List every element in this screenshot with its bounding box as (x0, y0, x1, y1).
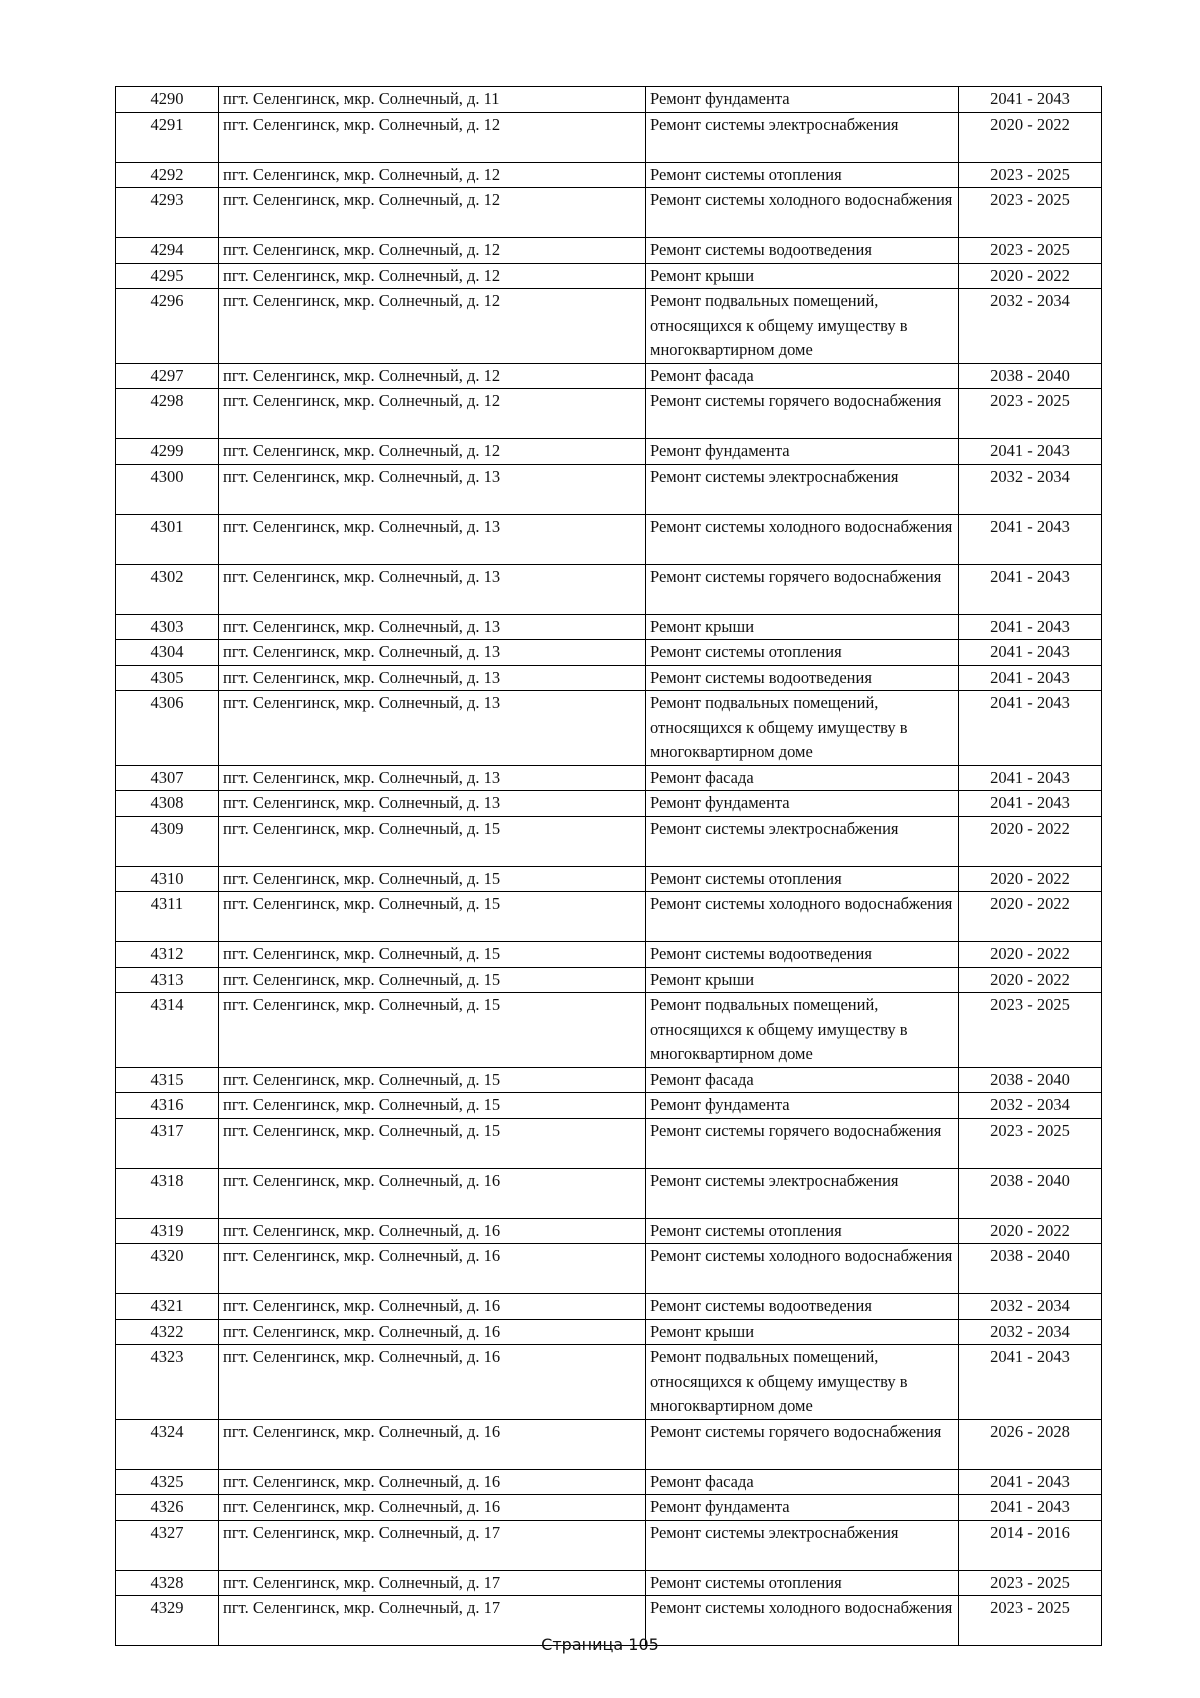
table-row (116, 1495, 1102, 1521)
table-row (116, 691, 1102, 766)
work-type-cell: Ремонт системы горячего водоснабжения (646, 389, 959, 439)
row-number-cell: 4292 (116, 162, 219, 188)
table-row (116, 439, 1102, 465)
period-cell: 2041 - 2043 (959, 439, 1102, 465)
row-number-cell: 4326 (116, 1495, 219, 1521)
row-number-cell: 4304 (116, 640, 219, 666)
work-type-cell: Ремонт системы отопления (646, 640, 959, 666)
row-number-cell: 4310 (116, 866, 219, 892)
address-cell: пгт. Селенгинск, мкр. Солнечный, д. 16 (219, 1294, 646, 1320)
period-cell: 2023 - 2025 (959, 389, 1102, 439)
work-type-cell: Ремонт системы электроснабжения (646, 1168, 959, 1218)
work-type-cell: Ремонт системы горячего водоснабжения (646, 1419, 959, 1469)
work-type-cell: Ремонт подвальных помещений, относящихся к общему имуществу в многоквартирном доме (646, 691, 959, 766)
period-cell: 2020 - 2022 (959, 816, 1102, 866)
table-row (116, 464, 1102, 514)
work-type-cell: Ремонт системы холодного водоснабжения (646, 188, 959, 238)
table-row (116, 1067, 1102, 1093)
repair-schedule-table (115, 86, 1102, 1646)
work-type-cell: Ремонт фундамента (646, 791, 959, 817)
table-row (116, 1419, 1102, 1469)
period-cell: 2023 - 2025 (959, 1596, 1102, 1646)
table-row (116, 87, 1102, 113)
work-type-cell: Ремонт системы электроснабжения (646, 464, 959, 514)
table-row (116, 640, 1102, 666)
work-type-cell: Ремонт подвальных помещений, относящихся к общему имуществу в многоквартирном доме (646, 1345, 959, 1420)
table-body (116, 87, 1102, 1646)
address-cell: пгт. Селенгинск, мкр. Солнечный, д. 13 (219, 665, 646, 691)
row-number-cell: 4299 (116, 439, 219, 465)
row-number-cell: 4317 (116, 1118, 219, 1168)
row-number-cell: 4305 (116, 665, 219, 691)
row-number-cell: 4327 (116, 1520, 219, 1570)
work-type-cell: Ремонт фасада (646, 1067, 959, 1093)
work-type-cell: Ремонт системы водоотведения (646, 665, 959, 691)
row-number-cell: 4290 (116, 87, 219, 113)
period-cell: 2020 - 2022 (959, 1218, 1102, 1244)
row-number-cell: 4295 (116, 263, 219, 289)
address-cell: пгт. Селенгинск, мкр. Солнечный, д. 17 (219, 1570, 646, 1596)
work-type-cell: Ремонт фундамента (646, 1495, 959, 1521)
row-number-cell: 4322 (116, 1319, 219, 1345)
period-cell: 2026 - 2028 (959, 1419, 1102, 1469)
period-cell: 2041 - 2043 (959, 564, 1102, 614)
period-cell: 2032 - 2034 (959, 1294, 1102, 1320)
address-cell: пгт. Селенгинск, мкр. Солнечный, д. 16 (219, 1345, 646, 1420)
address-cell: пгт. Селенгинск, мкр. Солнечный, д. 16 (219, 1319, 646, 1345)
row-number-cell: 4324 (116, 1419, 219, 1469)
period-cell: 2038 - 2040 (959, 1067, 1102, 1093)
work-type-cell: Ремонт фундамента (646, 1093, 959, 1119)
period-cell: 2038 - 2040 (959, 1244, 1102, 1294)
address-cell: пгт. Селенгинск, мкр. Солнечный, д. 15 (219, 866, 646, 892)
period-cell: 2041 - 2043 (959, 691, 1102, 766)
period-cell: 2041 - 2043 (959, 665, 1102, 691)
address-cell: пгт. Селенгинск, мкр. Солнечный, д. 12 (219, 112, 646, 162)
row-number-cell: 4294 (116, 238, 219, 264)
row-number-cell: 4316 (116, 1093, 219, 1119)
row-number-cell: 4303 (116, 614, 219, 640)
table-row (116, 564, 1102, 614)
table-row (116, 389, 1102, 439)
period-cell: 2041 - 2043 (959, 514, 1102, 564)
period-cell: 2032 - 2034 (959, 464, 1102, 514)
period-cell: 2023 - 2025 (959, 188, 1102, 238)
table-row (116, 665, 1102, 691)
table-row (116, 162, 1102, 188)
row-number-cell: 4291 (116, 112, 219, 162)
work-type-cell: Ремонт системы холодного водоснабжения (646, 1244, 959, 1294)
table-row (116, 866, 1102, 892)
period-cell: 2032 - 2034 (959, 1093, 1102, 1119)
page-number: Страница 105 (541, 1635, 659, 1654)
work-type-cell: Ремонт крыши (646, 967, 959, 993)
table-row (116, 289, 1102, 364)
row-number-cell: 4309 (116, 816, 219, 866)
row-number-cell: 4319 (116, 1218, 219, 1244)
period-cell: 2041 - 2043 (959, 640, 1102, 666)
work-type-cell: Ремонт системы отопления (646, 1570, 959, 1596)
address-cell: пгт. Селенгинск, мкр. Солнечный, д. 13 (219, 614, 646, 640)
row-number-cell: 4325 (116, 1469, 219, 1495)
table-row (116, 993, 1102, 1068)
row-number-cell: 4293 (116, 188, 219, 238)
work-type-cell: Ремонт фасада (646, 765, 959, 791)
address-cell: пгт. Селенгинск, мкр. Солнечный, д. 12 (219, 289, 646, 364)
table-row (116, 1319, 1102, 1345)
work-type-cell: Ремонт системы холодного водоснабжения (646, 514, 959, 564)
address-cell: пгт. Селенгинск, мкр. Солнечный, д. 15 (219, 892, 646, 942)
table-row (116, 791, 1102, 817)
address-cell: пгт. Селенгинск, мкр. Солнечный, д. 15 (219, 1093, 646, 1119)
work-type-cell: Ремонт подвальных помещений, относящихся к общему имуществу в многоквартирном доме (646, 289, 959, 364)
table-row (116, 614, 1102, 640)
work-type-cell: Ремонт системы водоотведения (646, 238, 959, 264)
work-type-cell: Ремонт фундамента (646, 87, 959, 113)
work-type-cell: Ремонт системы горячего водоснабжения (646, 564, 959, 614)
period-cell: 2038 - 2040 (959, 1168, 1102, 1218)
period-cell: 2020 - 2022 (959, 112, 1102, 162)
work-type-cell: Ремонт системы отопления (646, 866, 959, 892)
address-cell: пгт. Селенгинск, мкр. Солнечный, д. 15 (219, 993, 646, 1068)
table-row (116, 967, 1102, 993)
table-row (116, 1520, 1102, 1570)
address-cell: пгт. Селенгинск, мкр. Солнечный, д. 16 (219, 1419, 646, 1469)
table-row (116, 112, 1102, 162)
address-cell: пгт. Селенгинск, мкр. Солнечный, д. 12 (219, 439, 646, 465)
work-type-cell: Ремонт системы водоотведения (646, 1294, 959, 1320)
address-cell: пгт. Селенгинск, мкр. Солнечный, д. 13 (219, 514, 646, 564)
period-cell: 2023 - 2025 (959, 1570, 1102, 1596)
address-cell: пгт. Селенгинск, мкр. Солнечный, д. 13 (219, 791, 646, 817)
period-cell: 2041 - 2043 (959, 1469, 1102, 1495)
period-cell: 2041 - 2043 (959, 1495, 1102, 1521)
row-number-cell: 4329 (116, 1596, 219, 1646)
row-number-cell: 4328 (116, 1570, 219, 1596)
address-cell: пгт. Селенгинск, мкр. Солнечный, д. 13 (219, 765, 646, 791)
address-cell: пгт. Селенгинск, мкр. Солнечный, д. 15 (219, 1118, 646, 1168)
period-cell: 2020 - 2022 (959, 942, 1102, 968)
address-cell: пгт. Селенгинск, мкр. Солнечный, д. 12 (219, 162, 646, 188)
work-type-cell: Ремонт системы электроснабжения (646, 1520, 959, 1570)
address-cell: пгт. Селенгинск, мкр. Солнечный, д. 17 (219, 1596, 646, 1646)
table-row (116, 1345, 1102, 1420)
work-type-cell: Ремонт крыши (646, 614, 959, 640)
table-row (116, 1168, 1102, 1218)
address-cell: пгт. Селенгинск, мкр. Солнечный, д. 15 (219, 816, 646, 866)
table-row (116, 1244, 1102, 1294)
work-type-cell: Ремонт крыши (646, 1319, 959, 1345)
row-number-cell: 4315 (116, 1067, 219, 1093)
address-cell: пгт. Селенгинск, мкр. Солнечный, д. 12 (219, 389, 646, 439)
address-cell: пгт. Селенгинск, мкр. Солнечный, д. 16 (219, 1218, 646, 1244)
work-type-cell: Ремонт системы отопления (646, 162, 959, 188)
address-cell: пгт. Селенгинск, мкр. Солнечный, д. 12 (219, 188, 646, 238)
row-number-cell: 4320 (116, 1244, 219, 1294)
address-cell: пгт. Селенгинск, мкр. Солнечный, д. 17 (219, 1520, 646, 1570)
table-row (116, 263, 1102, 289)
row-number-cell: 4297 (116, 363, 219, 389)
row-number-cell: 4296 (116, 289, 219, 364)
work-type-cell: Ремонт системы электроснабжения (646, 816, 959, 866)
period-cell: 2038 - 2040 (959, 363, 1102, 389)
work-type-cell: Ремонт системы отопления (646, 1218, 959, 1244)
table-row (116, 1570, 1102, 1596)
period-cell: 2020 - 2022 (959, 866, 1102, 892)
address-cell: пгт. Селенгинск, мкр. Солнечный, д. 15 (219, 967, 646, 993)
work-type-cell: Ремонт подвальных помещений, относящихся к общему имуществу в многоквартирном доме (646, 993, 959, 1068)
work-type-cell: Ремонт системы холодного водоснабжения (646, 892, 959, 942)
period-cell: 2023 - 2025 (959, 238, 1102, 264)
row-number-cell: 4311 (116, 892, 219, 942)
period-cell: 2020 - 2022 (959, 967, 1102, 993)
period-cell: 2041 - 2043 (959, 765, 1102, 791)
row-number-cell: 4313 (116, 967, 219, 993)
work-type-cell: Ремонт системы электроснабжения (646, 112, 959, 162)
row-number-cell: 4302 (116, 564, 219, 614)
period-cell: 2032 - 2034 (959, 289, 1102, 364)
period-cell: 2041 - 2043 (959, 614, 1102, 640)
period-cell: 2023 - 2025 (959, 162, 1102, 188)
address-cell: пгт. Селенгинск, мкр. Солнечный, д. 16 (219, 1168, 646, 1218)
row-number-cell: 4300 (116, 464, 219, 514)
address-cell: пгт. Селенгинск, мкр. Солнечный, д. 12 (219, 238, 646, 264)
table-row (116, 514, 1102, 564)
period-cell: 2023 - 2025 (959, 993, 1102, 1068)
period-cell: 2041 - 2043 (959, 87, 1102, 113)
table-row (116, 363, 1102, 389)
table-row (116, 1118, 1102, 1168)
address-cell: пгт. Селенгинск, мкр. Солнечный, д. 12 (219, 263, 646, 289)
period-cell: 2020 - 2022 (959, 892, 1102, 942)
address-cell: пгт. Селенгинск, мкр. Солнечный, д. 13 (219, 464, 646, 514)
period-cell: 2014 - 2016 (959, 1520, 1102, 1570)
row-number-cell: 4312 (116, 942, 219, 968)
table-row (116, 1218, 1102, 1244)
address-cell: пгт. Селенгинск, мкр. Солнечный, д. 11 (219, 87, 646, 113)
table-row (116, 892, 1102, 942)
work-type-cell: Ремонт системы холодного водоснабжения (646, 1596, 959, 1646)
work-type-cell: Ремонт крыши (646, 263, 959, 289)
address-cell: пгт. Селенгинск, мкр. Солнечный, д. 16 (219, 1244, 646, 1294)
address-cell: пгт. Селенгинск, мкр. Солнечный, д. 15 (219, 1067, 646, 1093)
table-row (116, 942, 1102, 968)
table-row (116, 188, 1102, 238)
address-cell: пгт. Селенгинск, мкр. Солнечный, д. 16 (219, 1495, 646, 1521)
table-row (116, 1093, 1102, 1119)
period-cell: 2032 - 2034 (959, 1319, 1102, 1345)
period-cell: 2041 - 2043 (959, 1345, 1102, 1420)
period-cell: 2023 - 2025 (959, 1118, 1102, 1168)
work-type-cell: Ремонт фасада (646, 1469, 959, 1495)
table-row (116, 1294, 1102, 1320)
row-number-cell: 4308 (116, 791, 219, 817)
period-cell: 2041 - 2043 (959, 791, 1102, 817)
address-cell: пгт. Селенгинск, мкр. Солнечный, д. 13 (219, 564, 646, 614)
table-row (116, 816, 1102, 866)
address-cell: пгт. Селенгинск, мкр. Солнечный, д. 13 (219, 691, 646, 766)
table-row (116, 765, 1102, 791)
address-cell: пгт. Селенгинск, мкр. Солнечный, д. 15 (219, 942, 646, 968)
address-cell: пгт. Селенгинск, мкр. Солнечный, д. 12 (219, 363, 646, 389)
address-cell: пгт. Селенгинск, мкр. Солнечный, д. 16 (219, 1469, 646, 1495)
period-cell: 2020 - 2022 (959, 263, 1102, 289)
work-type-cell: Ремонт фасада (646, 363, 959, 389)
row-number-cell: 4307 (116, 765, 219, 791)
row-number-cell: 4318 (116, 1168, 219, 1218)
table-row (116, 238, 1102, 264)
address-cell: пгт. Селенгинск, мкр. Солнечный, д. 13 (219, 640, 646, 666)
work-type-cell: Ремонт системы горячего водоснабжения (646, 1118, 959, 1168)
work-type-cell: Ремонт фундамента (646, 439, 959, 465)
row-number-cell: 4323 (116, 1345, 219, 1420)
row-number-cell: 4301 (116, 514, 219, 564)
work-type-cell: Ремонт системы водоотведения (646, 942, 959, 968)
row-number-cell: 4298 (116, 389, 219, 439)
row-number-cell: 4306 (116, 691, 219, 766)
row-number-cell: 4314 (116, 993, 219, 1068)
table-row (116, 1469, 1102, 1495)
row-number-cell: 4321 (116, 1294, 219, 1320)
